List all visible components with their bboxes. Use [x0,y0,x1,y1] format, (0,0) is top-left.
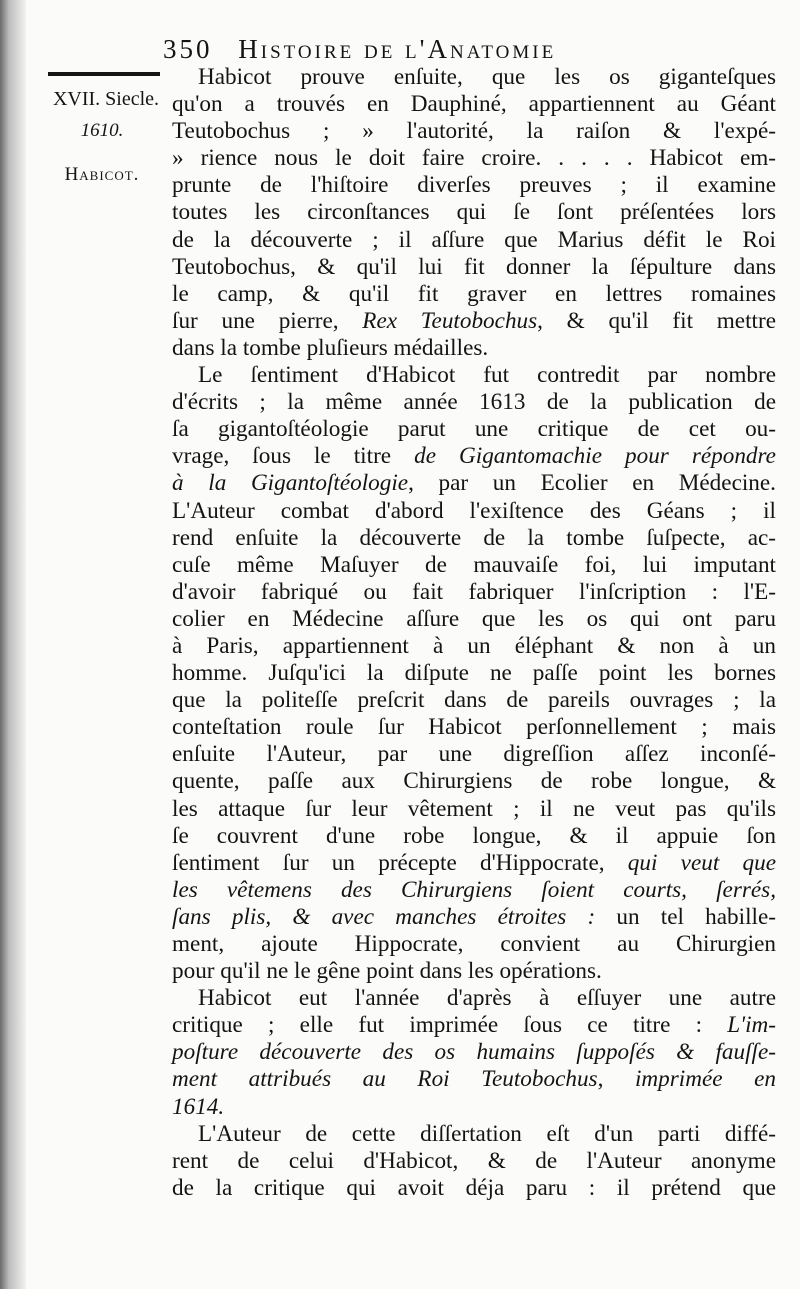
text-line [172,1012,776,1039]
text-run: d'avoir fabriqué ou fait fabriquer l'inſcription : l'E- [172,578,776,605]
text-line [172,227,776,254]
text-run: L'Auteur de cette diſſertation eſt d'un parti diffé- [198,1120,776,1147]
text-run: prunte de l'hiſtoire diverſes preuves ; il examine [172,172,776,199]
italic-text: qui veut que [627,849,776,876]
text-line [172,91,776,118]
text-run: Teutobochus ; » l'autorité, la raiſon & l'expé- [172,118,776,145]
text-line [172,985,776,1012]
text-run: rend enſuite la découverte de la tombe ſuſpecte, ac- [172,524,776,551]
text-line [172,687,776,714]
text-line [172,823,776,850]
text-line [172,877,776,904]
text-run: L'Auteur combat d'abord l'exiſtence des Géans ; il [172,497,776,524]
text-line [172,335,776,362]
text-line [172,633,776,660]
body-text [172,64,776,1202]
text-line [172,172,776,199]
text-run: de la critique qui avoit déja paru : il prétend que [172,1174,776,1201]
text-line [172,552,776,579]
text-run: , par un Ecolier en Médecine. [408,470,776,497]
text-line [172,362,776,389]
text-run: Teutobochus, & qu'il lui fit donner la ſépulture dans [172,253,776,280]
italic-text: Rex Teutobochus [362,307,538,334]
text-run: que la politeſſe preſcrit dans de pareils ouvrages ; la [172,687,776,714]
text-run: ſa gigantoſtéologie parut une critique de cet ou- [172,416,776,443]
text-run: pour qu'il ne le gêne point dans les opérations. [172,958,602,985]
text-run: de la découverte ; il aſſure que Marius défit le Roi [172,226,776,253]
text-run: ſe couvrent d'une robe longue, & il appuie ſon [172,822,776,849]
margin-note-year: 1610. [80,120,124,141]
text-run: critique ; elle fut imprimée ſous ce titre : [172,1012,728,1039]
running-header [163,34,783,66]
text-line [172,606,776,633]
text-line [172,470,776,497]
margin-note-name: Habicot. [64,164,140,185]
text-line [172,281,776,308]
text-line [172,254,776,281]
italic-text: ſans plis, & avec manches étroites : [172,903,596,930]
text-run: quente, paſſe aux Chirurgiens de robe longue, & [172,768,776,795]
text-run: vrage, ſous le titre [172,443,415,470]
italic-text: poſture découverte des os humains ſuppoſés & fauſſe- [172,1039,776,1066]
margin-rule [48,72,160,76]
text-run: le camp, & qu'il fit graver en lettres romaines [172,280,776,307]
text-line [172,660,776,687]
text-line [172,796,776,823]
page-number: 350 [163,34,213,64]
text-run: » rience nous le doit faire croire. . . . . Habicot em- [172,145,776,172]
text-line [172,308,776,335]
text-line [172,1094,776,1121]
text-line [172,199,776,226]
text-run: , & qu'il fit mettre [537,307,776,334]
text-run: ment, ajoute Hippocrate, convient au Chirurgien [172,931,776,957]
italic-text: à la Gigantoſtéologie [172,470,409,497]
italic-text: ment attribués au Roi Teutobochus [172,1066,598,1093]
italic-text: 1614. [172,1093,225,1120]
text-line [172,64,776,91]
text-line [172,579,776,606]
text-line [172,850,776,877]
text-line [172,389,776,416]
text-line [172,118,776,145]
text-run: d'écrits ; la même année 1613 de la publication de [172,389,776,416]
margin-note-century: XVII. Siecle. [52,88,160,110]
text-line [172,958,776,985]
text-run: , [597,1066,635,1093]
text-line [172,741,776,768]
text-line [172,525,776,552]
text-run: qu'on a trouvés en Dauphiné, appartiennent au Géant [172,91,776,118]
text-line [172,416,776,443]
text-run: Habicot eut l'année d'après à eſſuyer une autre [198,985,776,1012]
text-run: ſentiment ſur un précepte d'Hippocrate, [172,849,628,876]
text-line [172,443,776,470]
text-run: les attaque ſur leur vêtement ; il ne veut pas qu'ils [172,795,776,822]
text-run: cuſe même Maſuyer de mauvaiſe foi, lui imputant [172,551,776,578]
text-run: Le ſentiment d'Habicot fut contredit par nombre [198,362,776,389]
italic-text: L'im- [727,1012,776,1039]
text-run: Habicot prouve enſuite, que les os giganteſques [198,64,776,90]
spine-shadow [0,0,26,1289]
text-line [172,1148,776,1175]
running-title: Histoire de l'Anatomie [238,34,557,64]
text-run: ſur une pierre, [172,307,363,334]
italic-text: les vêtemens des Chirurgiens ſoient courts, ſerrés, [172,876,776,903]
text-run: dans la tombe pluſieurs médailles. [172,334,489,361]
text-run: homme. Juſqu'ici la diſpute ne paſſe point les bornes [172,660,776,687]
text-line [172,1175,776,1202]
italic-text: de Gigantomachie pour répondre [414,443,776,470]
text-line [172,768,776,795]
text-line [172,145,776,172]
text-line [172,714,776,741]
text-line [172,498,776,525]
text-run: à Paris, appartiennent à un éléphant & non à un [172,632,776,659]
text-line [172,1039,776,1066]
italic-text: imprimée en [634,1066,776,1093]
text-run: rent de celui d'Habicot, & de l'Auteur anonyme [172,1147,776,1174]
text-run: enſuite l'Auteur, par une digreſſion aſſez inconſé- [172,741,776,768]
text-run: conteſtation roule ſur Habicot perſonnellement ; mais [172,714,776,741]
text-run: toutes les circonſtances qui ſe ſont préſentées lors [172,199,776,226]
text-line [172,1066,776,1093]
text-run: colier en Médecine aſſure que les os qui ont paru [172,605,776,632]
text-run: un tel habille- [595,903,776,930]
text-line [172,904,776,931]
text-line [172,1121,776,1148]
text-line [172,931,776,958]
